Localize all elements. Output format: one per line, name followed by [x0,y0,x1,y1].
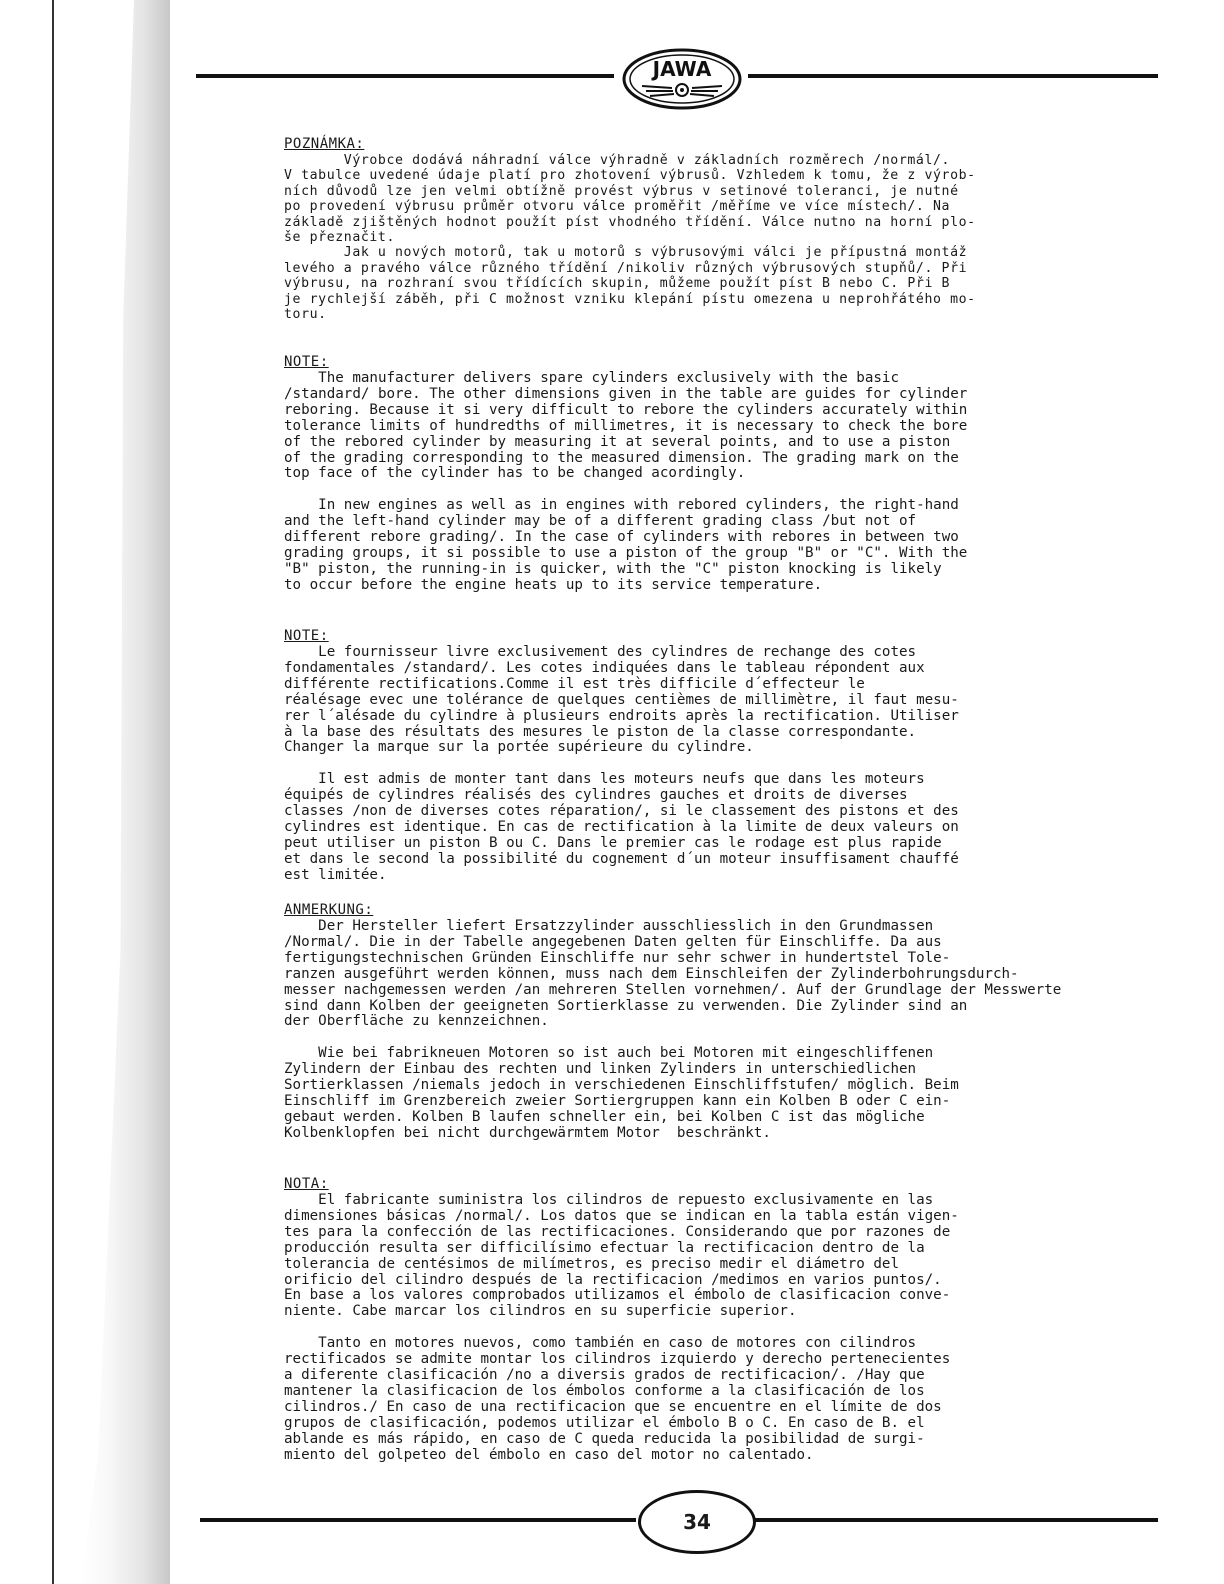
section-heading: NOTE: [284,628,329,644]
footer-rule-right [752,1518,1158,1522]
paragraph: El fabricante suministra los cilindros de repuesto exclusivamente en las dimensiones básicas /normal/. Los datos que se indican en la tabla están vigen- tes para la confección de las rectificaciones. Considerando que por razones de producción resulta ser difficilísimo efectuar la rectificacion dentro de la tolerancia de centésimos de milímetros, es preciso medir el diámetro del orificio del cilindro después de la rectificacion /medimos en varios puntos/. En base a los valores comprobados utilizamos el émbolo de clasificacion conve- niente. Cabe marcar los cilindros en su superficie superior. [284,1192,959,1320]
section-heading: POZNÁMKA: [284,136,365,152]
paragraph: Jak u nových motorů, tak u motorů s výbrusovými válci je přípustná montáž levého a pravého válce různého třídění /nikoliv různých výbrusových stupňů/. Při výbrusu, na rozhraní svou třídících skupin, můžeme použít píst B nebo C. Při B je rychlejší záběh, při C možnost vzniku klepání pístu omezena u neprohřátého mo- toru. [284,245,976,323]
header-rule-right [748,74,1158,78]
section-heading: NOTE: [284,354,329,370]
section-czech [284,136,1184,322]
paragraph: Wie bei fabrikneuen Motoren so ist auch bei Motoren mit eingeschliffenen Zylindern der Einbau des rechten und linken Zylinders in unterschiedlichen Sortierklassen /niemals jedoch in verschiedenen Einschliffstufen/ möglich. Beim Einschliff im Grenzbereich zweier Sortiergruppen kann ein Kolben B oder C ein- gebaut werden. Kolben B laufen schneller ein, bei Kolben C ist das mögliche Kolbenklopfen bei nicht durchgewärmtem Motor beschränkt. [284,1045,959,1141]
paragraph: Il est admis de monter tant dans les moteurs neufs que dans les moteurs équipés de cylindres réalisés des cylindres gauches et droits de diverses classes /non de diverses cotes réparation/, si le classement des pistons et des cylindres est identique. En cas de rectification à la limite de deux valeurs on peut utiliser un piston B ou C. Dans le premier cas le rodage est plus rapide et dans le second la possibilité du cognement d´un moteur insuffisament chauffé est limitée. [284,771,959,883]
section-heading: NOTA: [284,1176,329,1192]
jawa-logo [620,46,744,112]
section-french [284,628,1184,884]
header-rule-left [196,74,614,78]
paragraph: In new engines as well as in engines with rebored cylinders, the right-hand and the left-hand cylinder may be of a different grading class /but not of different rebore grading/. In the case of cylinders with rebores in between two grading groups, it si possible to use a piston of the group "B" or "C". With the "B" piston, the running-in is quicker, with the "C" piston knocking is likely to occur before the engine heats up to its service temperature. [284,497,968,593]
section-spanish [284,1176,1184,1464]
section-heading: ANMERKUNG: [284,902,374,918]
page-number: 34 [638,1490,756,1554]
page-edge-line [52,0,54,1584]
paragraph: Der Hersteller liefert Ersatzzylinder ausschliesslich in den Grundmassen /Normal/. Die in der Tabelle angegebenen Daten gelten für Einschliffe. Da aus fertigungstechnischen Gründen Einschliffe nur sehr schwer in hundertstel Tole- ranzen ausgeführt werden können, muss nach dem Einschleifen der Zylinderbohrungsdurch- messer nachgemessen werden /an mehreren Stellen vornehmen/. Auf der Grundlage der Messwerte sind dann Kolben der geeigneten Sortierklasse zu verwenden. Die Zylinder sind an der Oberfläche zu kennzeichnen. [284,918,1062,1030]
paragraph: Le fournisseur livre exclusivement des cylindres de rechange des cotes fondamentales /standard/. Les cotes indiquées dans le tableau répondent aux différente rectifications.Comme il est très difficile d´effecteur le réalésage evec une tolérance de quelques centièmes de millimètre, il faut mesu- rer l´alésade du cylindre à plusieurs endroits après la rectification. Utiliser à la base des résultats des mesures le piston de la classe correspondante. Changer la marque sur la portée supérieure du cylindre. [284,644,959,756]
logo-text: JAWA [652,57,712,81]
section-german [284,902,1184,1142]
paragraph: Výrobce dodává náhradní válce výhradně v základních rozměrech /normál/. V tabulce uvedené údaje platí pro zhotovení výbrusů. Vzhledem k tomu, že z výrob- ních důvodů lze jen velmi obtížně provést výbrus v setinové toleranci, je nutné po provedení výbrusu průměr otvoru válce proměřit /měříme ve více místech/. Na základě zjištěných hodnot použít píst vhodného třídění. Válce nutno na horní plo- še přeznačit. [284,153,976,246]
binding-shadow [80,0,170,1584]
footer-rule-left [200,1518,636,1522]
paragraph: Tanto en motores nuevos, como también en caso de motores con cilindros rectificados se admite montar los cilindros izquierdo y derecho pertenecientes a diferente clasificación /no a diversis grados de rectificacion/. /Hay que mantener la clasificacion de los émbolos conforme a la clasificación de los cilindros./ En caso de una rectificacion que se encuentre en el límite de dos grupos de clasificación, podemos utilizar el émbolo B o C. En caso de B. el ablande es más rápido, en caso de C queda reducida la posibilidad de surgi- miento del golpeteo del émbolo en caso del motor no calentado. [284,1335,951,1463]
section-english [284,354,1184,594]
paragraph: The manufacturer delivers spare cylinders exclusively with the basic /standard/ bore. The other dimensions given in the table are guides for cylinder reboring. Because it si very difficult to rebore the cylinders accurately within tolerance limits of hundredths of millimetres, it is necessary to check the bore of the rebored cylinder by measuring it at several points, and to use a piston of the grading corresponding to the measured dimension. The grading mark on the top face of the cylinder has to be changed acordingly. [284,370,968,482]
